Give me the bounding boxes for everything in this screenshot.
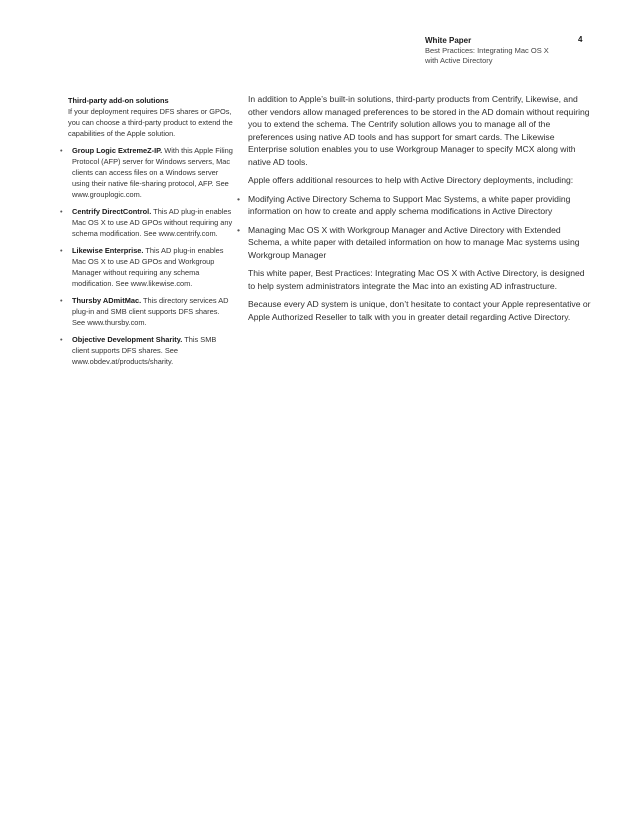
item-text: This SMB client supports DFS shares. See www.obdev.at/products/sharity. xyxy=(72,335,217,366)
resource-list-item: • Modifying Active Directory Schema to Support Mac Systems, a white paper providing information on how to create and apply schema modifications in Active Directory xyxy=(248,193,593,218)
main-paragraph: Apple offers additional resources to help with Active Directory deployments, including: xyxy=(248,175,574,185)
main-paragraph: In addition to Apple’s built-in solutions, third-party products from Centrify, Likewise, and other vendors allow managed preferences to be stored in the AD domain without requiring you to extend the schema. The Centrify solution allows you to manage all of the preferences using native AD tools and has support for smart cards. The Likewise Enterprise solution enables you to use Workgroup Manager to specify MCX along with native AD tools. xyxy=(248,94,590,167)
sidebar-list-item xyxy=(64,295,234,328)
header-title: White Paper xyxy=(425,36,472,45)
sidebar-list-item xyxy=(64,334,234,367)
page-header xyxy=(425,35,585,66)
item-name: Objective Development Sharity. xyxy=(72,335,183,344)
item-name: Thursby ADmitMac. xyxy=(72,296,142,305)
item-text: With this Apple Filing Protocol (AFP) server for Windows servers, Mac clients can access files on a Windows server using their native file-sharing protocol, AFP. See www.grouplogic.com. xyxy=(72,146,233,199)
sidebar-list-item xyxy=(64,206,234,239)
sidebar-list-item xyxy=(64,245,234,289)
sidebar-intro: If your deployment requires DFS shares or GPOs, you can choose a third-party product to extend the capabilities of the Apple solution. xyxy=(68,107,233,138)
item-text: This directory services AD plug-in and SMB client supports DFS shares. See www.thursby.com. xyxy=(72,296,229,327)
page-number: 4 xyxy=(578,35,583,44)
main-paragraph: This white paper, Best Practices: Integrating Mac OS X with Active Directory, is designed to help system administrators integrate the Mac into an existing AD infrastructure. xyxy=(248,268,585,291)
item-text: This AD plug-in enables Mac OS X to use AD GPOs without requiring any schema modification. See www.centrify.com. xyxy=(72,207,233,238)
resource-list xyxy=(248,193,593,262)
resource-list-item: • Managing Mac OS X with Workgroup Manager and Active Directory with Extended Schema, a white paper with detailed information on how to manage Mac systems using Workgroup Manager xyxy=(248,224,593,262)
header-subtitle-line1: Best Practices: Integrating Mac OS X xyxy=(425,46,549,55)
header-subtitle-line2: with Active Directory xyxy=(425,56,493,65)
main-content xyxy=(248,93,593,329)
sidebar-list xyxy=(64,145,234,367)
main-paragraph: Because every AD system is unique, don’t hesitate to contact your Apple representative or Apple Authorized Reseller to talk with you in greater detail regarding Active Directory. xyxy=(248,299,591,322)
item-name: Group Logic ExtremeZ-IP. xyxy=(72,146,163,155)
sidebar-list-item xyxy=(64,145,234,200)
item-name: Likewise Enterprise. xyxy=(72,246,144,255)
item-text: This AD plug-in enables Mac OS X to use AD GPOs and Workgroup Manager without requiring any schema modification. See www.likewise.com. xyxy=(72,246,224,288)
sidebar-heading: Third-party add-on solutions xyxy=(68,96,169,105)
item-name: Centrify DirectControl. xyxy=(72,207,152,216)
sidebar xyxy=(64,95,234,373)
